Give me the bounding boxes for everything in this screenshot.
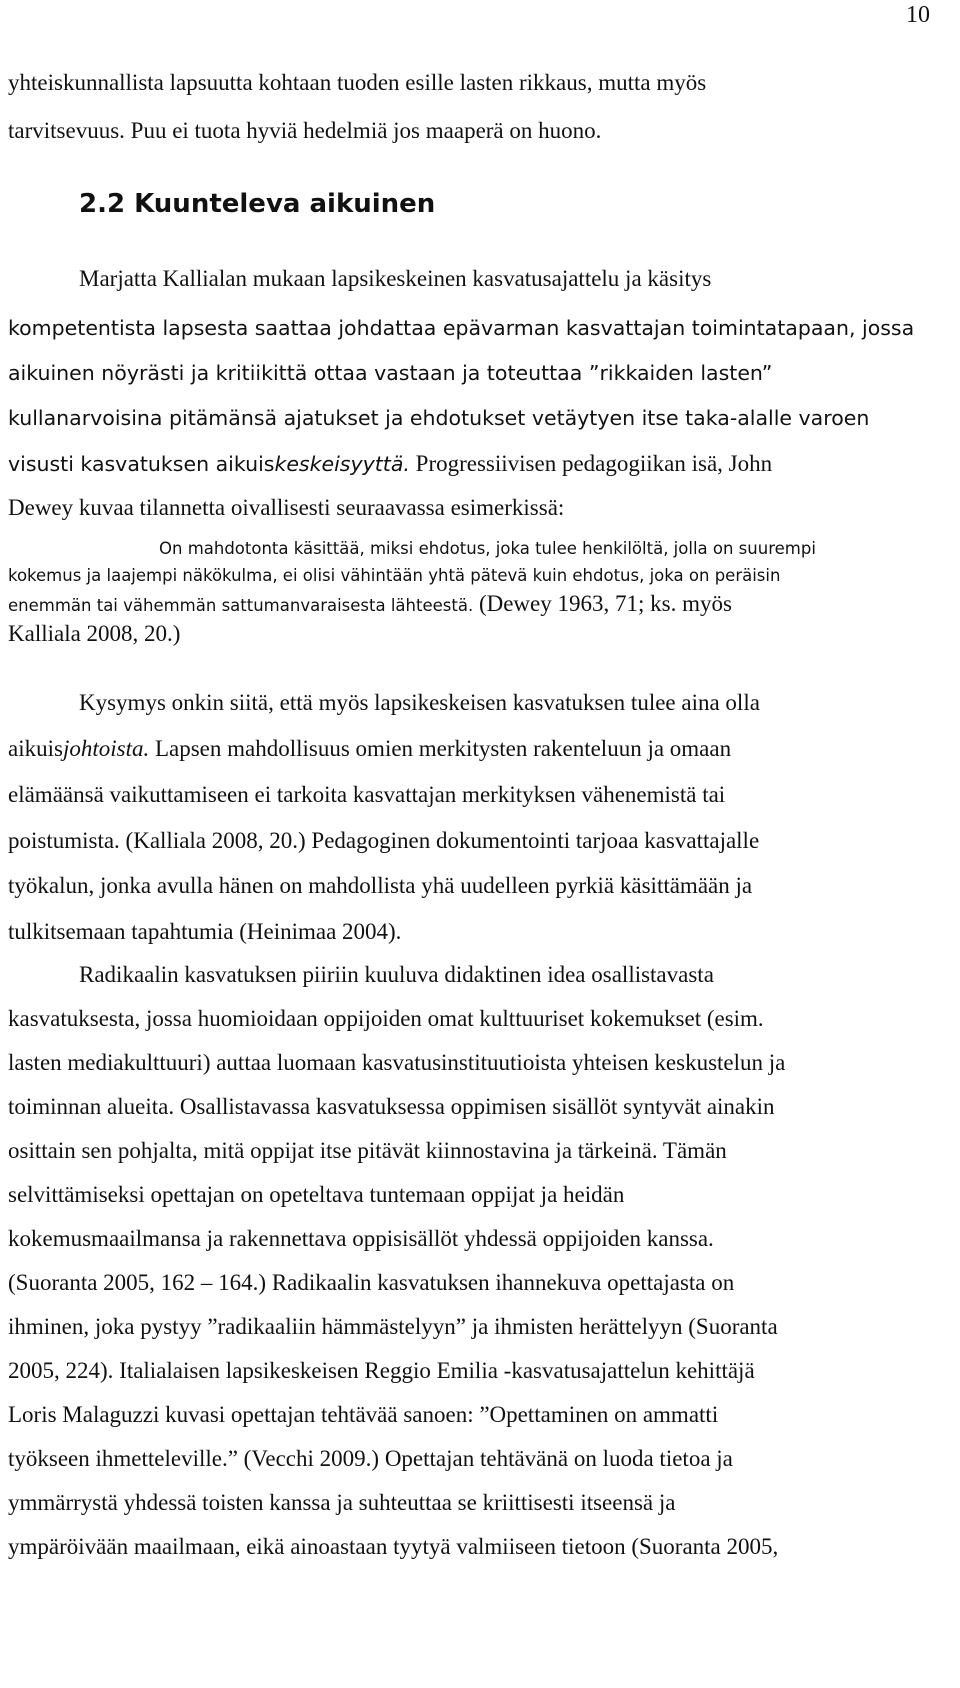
para3-line-4: toiminnan alueita. Osallistavassa kasvatuksessa oppimisen sisällöt syntyvät ainakin [8, 1094, 775, 1119]
para3-line-12: työkseen ihmetteleville.” (Vecchi 2009.) Opettajan tehtävänä on luoda tietoa ja [8, 1446, 733, 1471]
intro-line-2: tarvitsevuus. Puu ei tuota hyviä hedelmiä jos maaperä on huono. [8, 118, 602, 143]
quote-citation-end: Kalliala 2008, 20.) [8, 621, 181, 646]
para1-line-5-end: Progressiivisen pedagogiikan isä, John [409, 451, 773, 476]
para3-line-5: osittain sen pohjalta, mitä oppijat itse pitävät kiinnostavina ja tärkeinä. Tämän [8, 1138, 727, 1163]
para1-line-6: Dewey kuvaa tilannetta oivallisesti seuraavassa esimerkissä: [8, 495, 565, 520]
para3-line-9: ihminen, joka pystyy ”radikaaliin hämmästelyyn” ja ihmisten herättelyyn (Suoranta [8, 1314, 778, 1339]
para1-line-1: Marjatta Kallialan mukaan lapsikeskeinen kasvatusajattelu ja käsitys [79, 266, 712, 291]
para3-line-1: Radikaalin kasvatuksen piiriin kuuluva didaktinen idea osallistavasta [79, 962, 714, 987]
para1-line-5-italic: keskeisyyttä. [274, 452, 410, 476]
para1-line-3: aikuinen nöyrästi ja kritiikittä ottaa vastaan ja toteuttaa ”rikkaiden lasten” [8, 361, 773, 385]
para3-line-14: ympäröivään maailmaan, eikä ainoastaan tyytyä valmiiseen tietoon (Suoranta 2005, [8, 1534, 779, 1559]
para3-line-2: kasvatuksesta, jossa huomioidaan oppijoiden omat kulttuuriset kokemukset (esim. [8, 1006, 764, 1031]
para2-line-2 [8, 736, 731, 762]
para3-line-6: selvittämiseksi opettajan on opeteltava tuntemaan oppijat ja heidän [8, 1182, 625, 1207]
intro-line-1: yhteiskunnallista lapsuutta kohtaan tuoden esille lasten rikkaus, mutta myös [8, 70, 707, 95]
para3-line-3: lasten mediakulttuuri) auttaa luomaan kasvatusinstituutioista yhteisen keskustelun ja [8, 1050, 786, 1075]
para2-line-2-italic: johtoista. [62, 736, 150, 761]
para3-line-8: (Suoranta 2005, 162 – 164.) Radikaalin kasvatuksen ihannekuva opettajasta on [8, 1270, 735, 1295]
para2-line-4: poistumista. (Kalliala 2008, 20.) Pedagoginen dokumentointi tarjoaa kasvattajalle [8, 828, 760, 853]
quote-line-2: kokemus ja laajempi näkökulma, ei olisi vähintään yhtä pätevä kuin ehdotus, joka on peräisin [8, 566, 781, 585]
para2-line-3: elämäänsä vaikuttamiseen ei tarkoita kasvattajan merkityksen vähenemistä tai [8, 782, 726, 807]
para1-line-5 [8, 451, 772, 477]
quote-line-3 [8, 591, 732, 617]
para3-line-10: 2005, 224). Italialaisen lapsikeskeisen Reggio Emilia -kasvatusajattelun kehittäjä [8, 1358, 755, 1383]
para3-line-11: Loris Malaguzzi kuvasi opettajan tehtävää sanoen: ”Opettaminen on ammatti [8, 1402, 719, 1427]
section-heading: 2.2 Kuunteleva aikuinen [79, 189, 436, 219]
para2-line-2-start: aikuis [8, 736, 63, 761]
para1-line-2: kompetentista lapsesta saattaa johdattaa epävarman kasvattajan toimintatapaan, jossa [8, 316, 915, 340]
quote-line-3-text: enemmän tai vähemmän sattumanvaraisesta lähteestä. [8, 596, 474, 615]
para3-line-13: ymmärrystä yhdessä toisten kanssa ja suhteuttaa se kriittisesti itseensä ja [8, 1490, 676, 1515]
para2-line-2-end: Lapsen mahdollisuus omien merkitysten rakenteluun ja omaan [149, 736, 732, 761]
para2-line-6: tulkitsemaan tapahtumia (Heinimaa 2004). [8, 919, 402, 944]
para2-line-5: työkalun, jonka avulla hänen on mahdollista yhä uudelleen pyrkiä käsittämään ja [8, 873, 753, 898]
quote-citation-start: (Dewey 1963, 71; ks. myös [473, 591, 732, 616]
para3-line-7: kokemusmaailmansa ja rakennettava oppisisällöt yhdessä oppijoiden kanssa. [8, 1226, 714, 1251]
para2-line-1: Kysymys onkin siitä, että myös lapsikeskeisen kasvatuksen tulee aina olla [79, 690, 760, 715]
quote-line-1: On mahdotonta käsittää, miksi ehdotus, joka tulee henkilöltä, jolla on suurempi [159, 539, 816, 558]
page-number: 10 [906, 2, 930, 28]
para1-line-4: kullanarvoisina pitämänsä ajatukset ja ehdotukset vetäytyen itse taka-alalle varoen [8, 406, 870, 430]
para1-line-5-start: visusti kasvatuksen aikuis [8, 452, 275, 476]
